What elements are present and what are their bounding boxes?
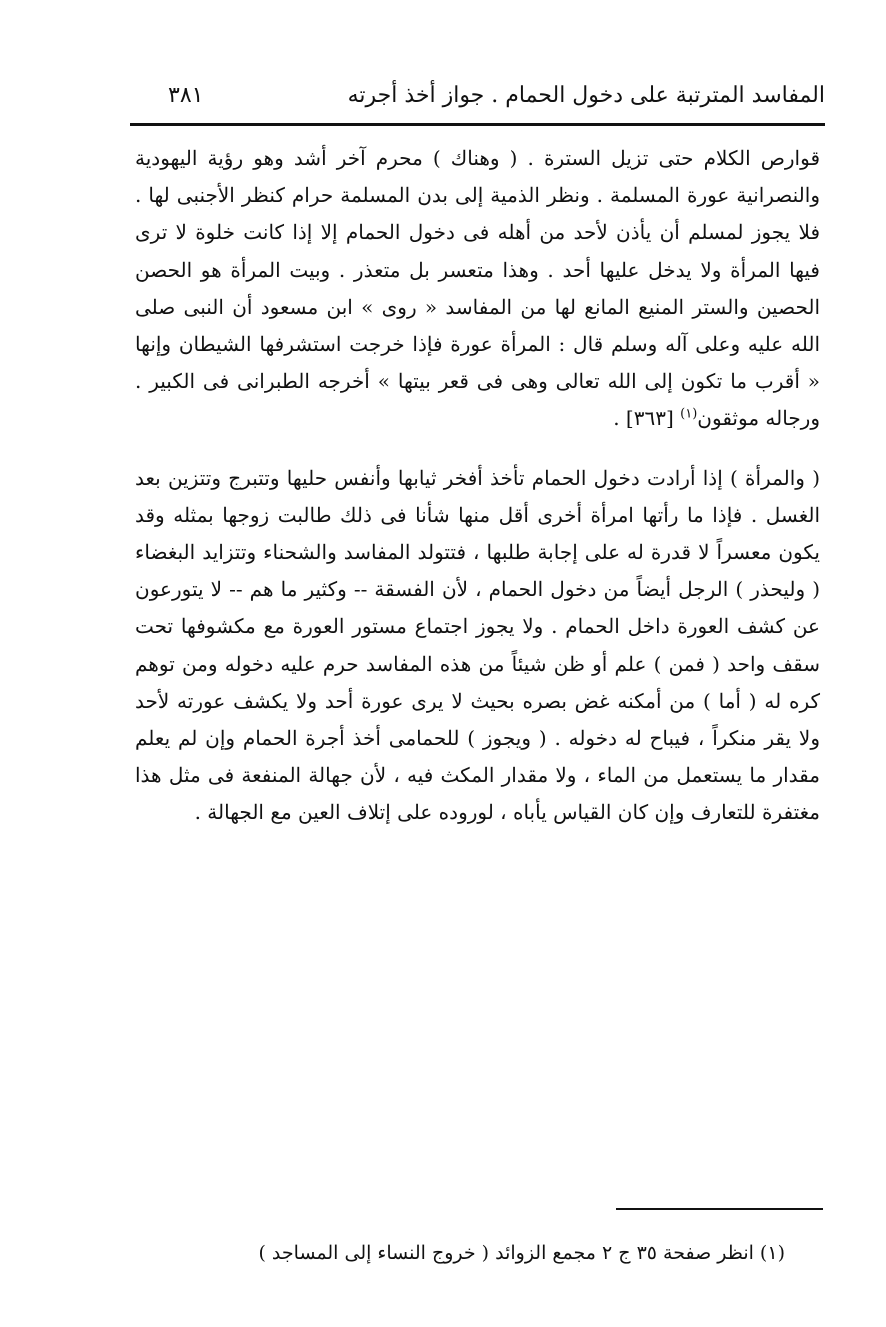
paragraph-2: ( والمرأة ) إذا أرادت دخول الحمام تأخذ أفخر ثيابها وأنفس حليها وتتبرج وتتزين بعد الغسل . فإذا ما رأتها امرأة أخرى أقل منها شأنا فى ذلك طالبت زوجها بمثله وقد يكون معسراً لا قدرة له على إجابة طلبها ، فتتولد المفاسد والشحناء وتتزايد البغضاء ( وليحذر ) الرجل أيضاً من دخول الحمام ، لأن الفسقة -- وكثير ما هم -- لا يتورعون عن كشف العورة داخل الحمام . ولا يجوز اجتماع مستور العورة مع مكشوفها تحت سقف واحد ( فمن ) علم أو ظن شيئاً من هذه المفاسد حرم عليه دخوله ومن توهم كره له ( أما ) من أمكنه غض بصره بحيث لا يرى عورة أحد ولا يكشف عورته لأحد ولا يقر منكراً ، فيباح له دخوله . ( ويجوز ) للحمامى أخذ أجرة الحمام وإن لم يعلم مقدار ما يستعمل من الماء ، ولا مقدار المكث فيه ، لأن جهالة المنفعة فى مثل هذا مغتفرة للتعارف وإن كان القياس يأباه ، لوروده على إتلاف العين مع الجهالة . (135, 465, 821, 825)
paragraph-1 (135, 140, 820, 438)
header-rule (130, 123, 825, 126)
main-text (135, 140, 820, 832)
footnote-marker: (١) (680, 406, 698, 422)
page-number: ٣٨١ (168, 83, 204, 108)
footnote-rule (616, 1208, 823, 1210)
paragraph-1-text: قوارص الكلام حتى تزيل السترة . ( وهناك ) محرم آخر أشد وهو رؤية اليهودية والنصرانية عورة المسلمة . ونظر الذمية إلى بدن المسلمة حرام كنظر الأجنبى لها . فلا يجوز لمسلم أن يأذن لأحد من أهله فى دخول الحمام إلا إذا كانت خلوة لا ترى فيها المرأة ولا يدخل عليها أحد . وهذا متعسر بل متعذر . وبيت المرأة هو الحصن الحصين والستر المنيع المانع لها من المفاسد « روى » ابن مسعود أن النبى صلى الله عليه وعلى آله وسلم قال : المرأة عورة فإذا خرجت استشرفها الشيطان وإنها « أقرب ما تكون إلى الله تعالى وهى فى قعر بيتها » أخرجه الطبرانى فى الكبير . ورجاله موثقون (135, 146, 821, 431)
running-title: المفاسد المترتبة على دخول الحمام . جواز أخذ أجرته (347, 83, 825, 108)
page-header (130, 76, 825, 116)
hadith-reference: [٣٦٣] . (613, 406, 674, 431)
footnote: (١) انظر صفحة ٣٥ ج ٢ مجمع الزوائد ( خروج النساء إلى المساجد ) (258, 1242, 785, 1264)
